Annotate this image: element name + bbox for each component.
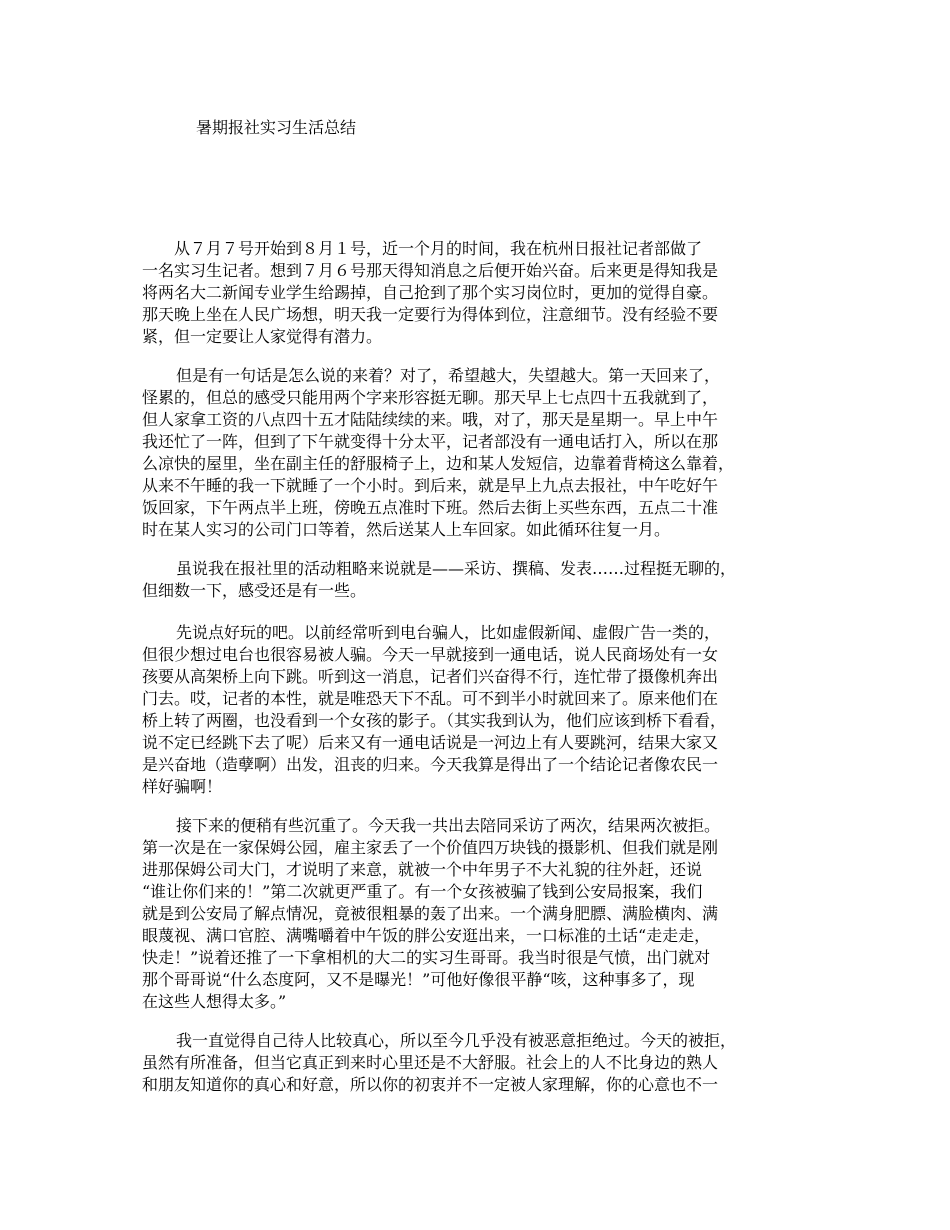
paragraph-line: 虽然有所准备，但当它真正到来时心里还是不大舒服。社会上的人不比身边的熟人	[142, 1053, 719, 1072]
paragraph-line: 快走！”说着还推了一下拿相机的大二的实习生哥哥。我当时很是气愤，出门就对	[142, 948, 711, 967]
paragraph-line: 虽说我在报社里的活动粗略来说就是——采访、撰稿、发表……过程挺无聊的，	[176, 559, 737, 578]
paragraph-line: 但人家拿工资的八点四十五才陆陆续续的来。哦，对了，那天是星期一。早上中午	[142, 410, 719, 429]
paragraph-line: 那天晚上坐在人民广场想，明天我一定要行为得体到位，注意细节。没有经验不要	[142, 305, 719, 324]
paragraph-5	[142, 815, 822, 1013]
paragraph-2	[142, 365, 822, 541]
paragraph-line: 样好骗啊！	[142, 777, 223, 796]
paragraph-line: 桥上转了两圈，也没看到一个女孩的影子。（其实我到认为，他们应该到桥下看看，	[142, 711, 727, 730]
paragraph-line: 将两名大二新闻专业学生给踢掉，自己抢到了那个实习岗位时，更加的觉得自豪。	[142, 283, 719, 302]
paragraph-line: 饭回家，下午两点半上班，傍晚五点准时下班。然后去街上买些东西，五点二十准	[142, 498, 719, 517]
paragraph-line: 就是到公安局了解点情况，竟被很粗暴的轰了出来。一个满身肥膘、满脸横肉、满	[142, 904, 719, 923]
paragraph-line: “谁让你们来的！”第二次就更严重了。有一个女孩被骗了钱到公安局报案，我们	[142, 882, 703, 901]
paragraph-line: 紧，但一定要让人家觉得有潜力。	[142, 327, 383, 346]
paragraph-6	[142, 1030, 822, 1096]
paragraph-line: 接下来的便稍有些沉重了。今天我一共出去陪同采访了两次，结果两次被拒。	[176, 816, 721, 835]
paragraph-line: 是兴奋地（造孽啊）出发，沮丧的归来。今天我算是得出了一个结论记者像农民一	[142, 755, 719, 774]
paragraph-line: 眼蔑视、满口官腔、满嘴嚼着中午饭的胖公安逛出来，一口标准的土话“走走走，	[142, 926, 711, 945]
paragraph-line: 怪累的，但总的感受只能用两个字来形容挺无聊。那天早上七点四十五我就到了，	[142, 388, 719, 407]
paragraph-line: 我还忙了一阵，但到了下午就变得十分太平，记者部没有一通电话打入，所以在那	[142, 432, 719, 451]
paragraph-1	[142, 238, 822, 348]
paragraph-line: 从来不午睡的我一下就睡了一个小时。到后来，就是早上九点去报社，中午吃好午	[142, 476, 719, 495]
paragraph-line: 时在某人实习的公司门口等着，然后送某人上车回家。如此循环往复一月。	[142, 520, 671, 539]
paragraph-3	[142, 558, 822, 602]
paragraph-4	[142, 622, 822, 798]
paragraph-line: 在这些人想得太多。”	[142, 992, 287, 1011]
paragraph-line: 但细数一下，感受还是有一些。	[142, 581, 367, 600]
paragraph-line: 么凉快的屋里，坐在副主任的舒服椅子上，边和某人发短信，边靠着背椅这么靠着，	[142, 454, 735, 473]
paragraph-line: 一名实习生记者。想到７月６号那天得知消息之后便开始兴奋。后来更是得知我是	[142, 261, 719, 280]
paragraph-line: 门去。哎，记者的本性，就是唯恐天下不乱。可不到半小时就回来了。原来他们在	[142, 689, 719, 708]
paragraph-line: 从７月７号开始到８月１号，近一个月的时间，我在杭州日报社记者部做了	[174, 239, 703, 258]
paragraph-line: 进那保姆公司大门，才说明了来意，就被一个中年男子不大礼貌的往外赶，还说	[142, 860, 703, 879]
paragraph-line: 孩要从高架桥上向下跳。听到这一消息，记者们兴奋得不行，连忙带了摄像机奔出	[142, 667, 719, 686]
paragraph-line: 那个哥哥说“什么态度阿，又不是曝光！”可他好像很平静“咳，这种事多了，现	[142, 970, 695, 989]
document-title: 暑期报社实习生活总结	[196, 118, 357, 137]
paragraph-line: 先说点好玩的吧。以前经常听到电台骗人，比如虚假新闻、虚假广告一类的，	[176, 623, 721, 642]
paragraph-line: 我一直觉得自己待人比较真心，所以至今几乎没有被恶意拒绝过。今天的被拒，	[176, 1031, 737, 1050]
paragraph-line: 第一次是在一家保姆公园，雇主家丢了一个价值四万块钱的摄影机、但我们就是刚	[142, 838, 719, 857]
paragraph-line: 说不定已经跳下去了呢）后来又有一通电话说是一河边上有人要跳河，结果大家又	[142, 733, 719, 752]
paragraph-line: 但是有一句话是怎么说的来着？对了，希望越大，失望越大。第一天回来了，	[176, 366, 721, 385]
paragraph-line: 和朋友知道你的真心和好意，所以你的初衷并不一定被人家理解，你的心意也不一	[142, 1075, 719, 1094]
paragraph-line: 但很少想过电台也很容易被人骗。今天一早就接到一通电话，说人民商场处有一女	[142, 645, 719, 664]
